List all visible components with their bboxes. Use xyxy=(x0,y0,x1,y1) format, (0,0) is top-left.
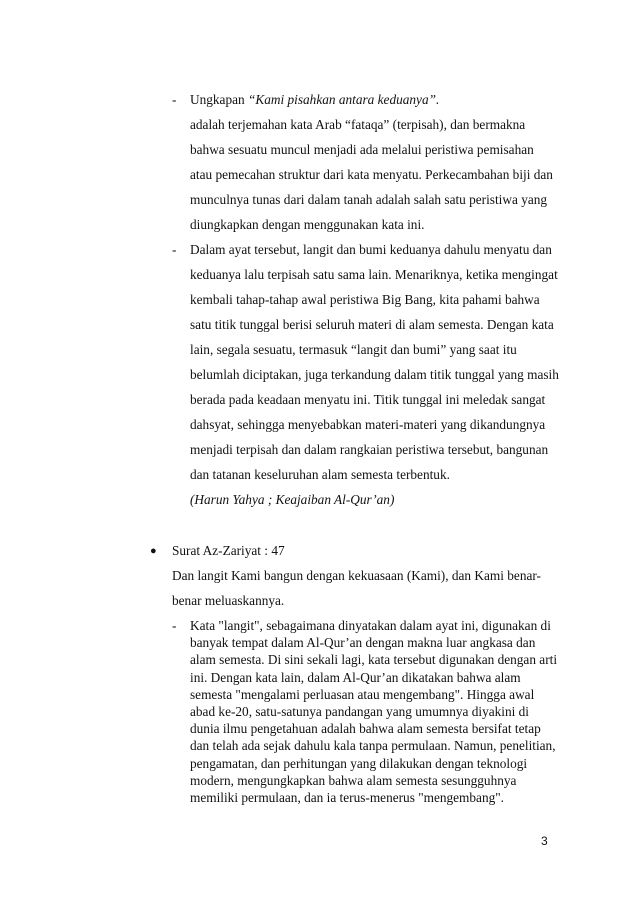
paragraph-line: dan tatanan keseluruhan alam semesta terbentuk. xyxy=(190,467,450,482)
paragraph-line: modern, mengungkapkan bahwa alam semesta sesungguhnya xyxy=(190,772,517,788)
paragraph-line: Dalam ayat tersebut, langit dan bumi keduanya dahulu menyatu dan xyxy=(190,242,552,257)
paragraph-line xyxy=(190,92,439,108)
paragraph-line: dunia ilmu pengetahuan adalah bahwa alam semesta bersifat tetap xyxy=(190,721,541,737)
paragraph-line: Kata "langit", sebagaimana dinyatakan dalam ayat ini, digunakan di xyxy=(190,618,551,633)
verse-line: Dan langit Kami bangun dengan kekuasaan (Kami), dan Kami benar- xyxy=(172,568,541,583)
verse-line: benar meluaskannya. xyxy=(172,593,285,608)
paragraph-line: belumlah diciptakan, juga terkandung dalam titik tunggal yang masih xyxy=(190,367,559,382)
list-dash-3: - xyxy=(172,618,177,633)
bullet-icon: ● xyxy=(150,545,157,557)
paragraph-line: menjadi terpisah dan dalam rangkaian peristiwa tersebut, bangunan xyxy=(190,442,549,457)
paragraph-line: diungkapkan dengan menggunakan kata ini. xyxy=(190,217,425,232)
paragraph-line: alam semesta. Di sini sekali lagi, kata tersebut digunakan dengan arti xyxy=(190,652,558,668)
list-dash-1: - xyxy=(172,92,177,107)
quoted-phrase: “Kami pisahkan antara keduanya”. xyxy=(247,92,440,107)
paragraph-line: dahsyat, sehingga menyebabkan materi-materi yang dikandungnya xyxy=(190,417,546,432)
paragraph-line: bahwa sesuatu muncul menjadi ada melalui peristiwa pemisahan xyxy=(190,142,534,157)
paragraph-line: semesta "mengalami perluasan atau mengembang". Hingga awal xyxy=(190,686,535,702)
paragraph-line: memiliki permulaan, dan ia terus-menerus "mengembang". xyxy=(190,790,505,805)
paragraph-line: kembali tahap-tahap awal peristiwa Big Bang, kita pahami bahwa xyxy=(190,292,540,307)
section-heading: Surat Az-Zariyat : 47 xyxy=(172,543,285,558)
paragraph-line: pengamatan, dan perhitungan yang dilakukan dengan teknologi xyxy=(190,755,528,771)
paragraph-line: satu titik tunggal berisi seluruh materi di alam semesta. Dengan kata xyxy=(190,317,554,332)
paragraph-line: adalah terjemahan kata Arab “fataqa” (terpisah), dan bermakna xyxy=(190,117,526,132)
line-prefix: Ungkapan xyxy=(190,92,248,107)
citation: (Harun Yahya ; Keajaiban Al-Qur’an) xyxy=(190,492,395,507)
paragraph-line: banyak tempat dalam Al-Qur’an dengan makna luar angkasa dan xyxy=(190,635,536,651)
paragraph-line: lain, segala sesuatu, termasuk “langit dan bumi” yang saat itu xyxy=(190,342,517,357)
list-dash-2: - xyxy=(172,242,177,257)
paragraph-line: abad ke-20, satu-satunya pandangan yang umumnya diyakini di xyxy=(190,704,529,719)
paragraph-line: berada pada keadaan menyatu ini. Titik tunggal ini meledak sangat xyxy=(190,392,546,407)
page-number: 3 xyxy=(541,834,548,848)
paragraph-line: atau pemecahan struktur dari kata menyatu. Perkecambahan biji dan xyxy=(190,167,553,182)
paragraph-line: munculnya tunas dari dalam tanah adalah salah satu peristiwa yang xyxy=(190,192,548,207)
paragraph-line: ini. Dengan kata lain, dalam Al-Qur’an dikatakan bahwa alam xyxy=(190,669,521,685)
paragraph-line: keduanya lalu terpisah satu sama lain. Menariknya, ketika mengingat xyxy=(190,267,558,282)
paragraph-line: dan telah ada sejak dahulu kala tanpa permulaan. Namun, penelitian, xyxy=(190,738,556,754)
